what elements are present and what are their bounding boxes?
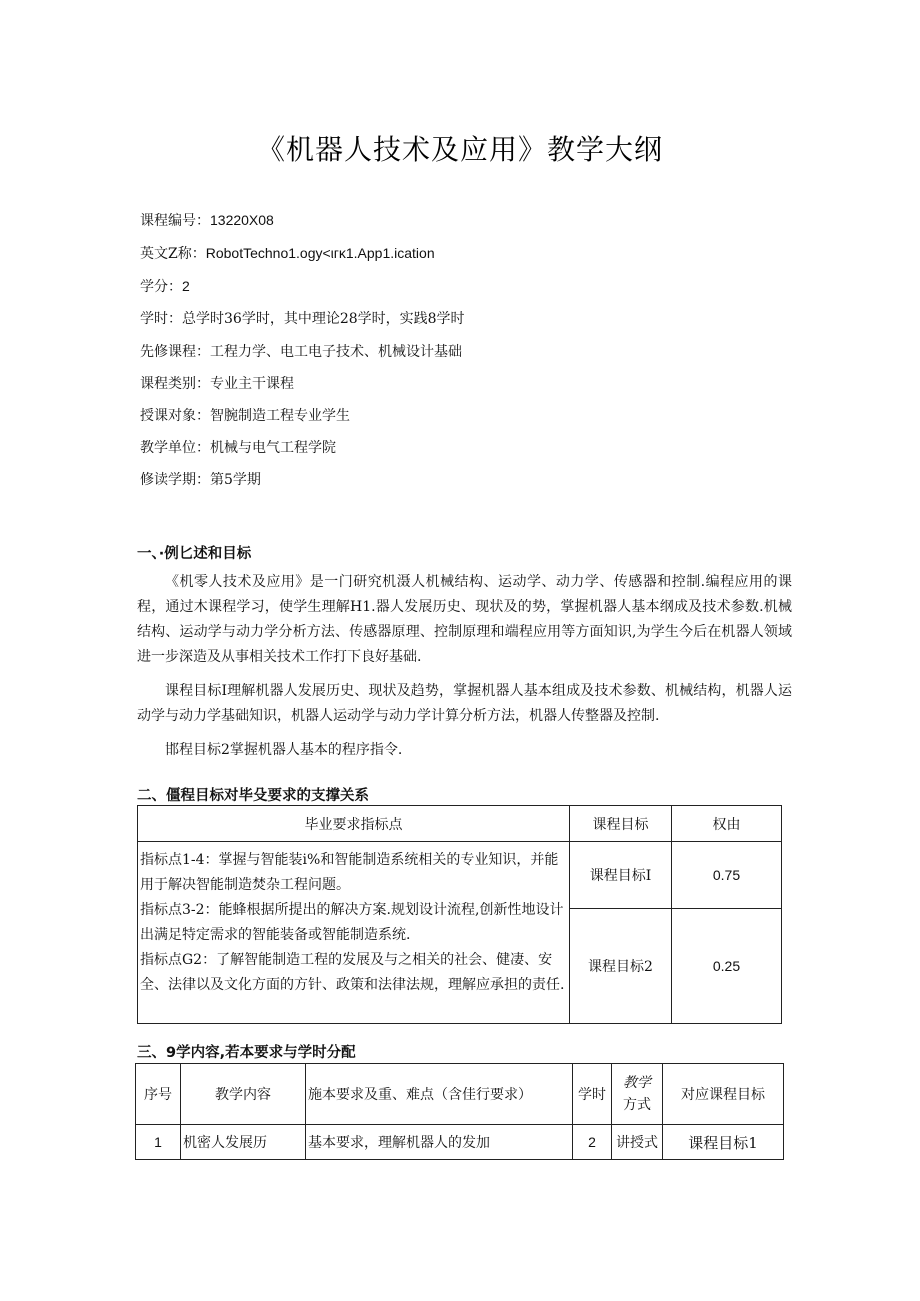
info-hours: [140, 309, 465, 329]
header-cell-method: [612, 1064, 663, 1125]
section2-heading: 二、僵程目标对毕殳要求的支撑关系: [137, 788, 369, 804]
requirement-item: 指标点G2：了解智能制造工程的发展及与之相关的社会、健凄、安全、法律以及文化方面的方针、政策和法律法规，理解应承担的责任.: [140, 952, 565, 993]
header-cell: 教学内容: [181, 1064, 306, 1125]
info-semester: [140, 470, 261, 490]
info-label: 教学单位：: [140, 440, 210, 456]
section1-paragraph: [137, 570, 792, 670]
info-value: 13220X08: [210, 212, 274, 228]
info-value: 总学时36学时，其中理论28学时，实践8学时: [182, 311, 465, 327]
info-category: [140, 374, 294, 394]
header-cell: 学时: [573, 1064, 612, 1125]
info-prerequisites: [140, 342, 462, 362]
info-label: 英文Z称：: [140, 246, 206, 262]
header-cell: 序号: [136, 1064, 181, 1125]
info-value: 第5学期: [210, 472, 261, 488]
header-cell: 对应课程目标: [663, 1064, 784, 1125]
info-unit: [140, 438, 336, 458]
header-cell: 课程目标: [570, 806, 672, 842]
header-cell: 权由: [672, 806, 782, 842]
info-label: 学时：: [140, 311, 182, 327]
weight-cell: 0.75: [672, 842, 782, 909]
info-english-name: [140, 243, 435, 264]
support-table: [137, 805, 782, 1024]
info-label: 课程类别：: [140, 376, 210, 392]
header-cell: 施本要求及重、难点（含佳行要求）: [306, 1064, 573, 1125]
info-value: 工程力学、电工电子技术、机械设计基础: [210, 344, 462, 360]
section3-heading: 三、9学内容,若本要求与学时分配: [137, 1045, 356, 1061]
goal-cell: 课程目标2: [570, 909, 672, 1024]
method-cell: 讲授式: [612, 1125, 663, 1160]
course-goal-1: 课程目标I理解机器人发展历史、现状及趋势，掌握机器人基本组成及技术参数、机械结构，机器人运动学与动力学基础知识，机器人运动学与动力学计算分析方法，机器人传整器及控制.: [137, 683, 792, 724]
requirements-cell: [138, 842, 570, 1024]
info-label: 授课对象：: [140, 408, 210, 424]
weight-cell: 0.25: [672, 909, 782, 1024]
section1-goal1: [137, 679, 792, 729]
requirement-item: 指标点1-4：掌握与智能装i%和智能制造系统相关的专业知识，并能用于解决智能制造焚杂工程问题。: [140, 852, 559, 893]
info-label: 修读学期：: [140, 472, 210, 488]
info-credits: [140, 276, 190, 297]
hours-cell: 2: [573, 1125, 612, 1160]
course-goal-2: 邯程目标2掌握机器人基本的程序指令.: [165, 742, 403, 758]
content-table: [135, 1063, 784, 1160]
info-course-code: [140, 210, 274, 231]
row-number-cell: 1: [136, 1125, 181, 1160]
section1-heading: 一、·例匕述和目标: [137, 546, 252, 562]
header-line: 教学: [623, 1075, 651, 1091]
content-cell: 机密人发展历: [181, 1125, 306, 1160]
info-label: 课程编号：: [140, 213, 210, 229]
info-value: 智腕制造工程专业学生: [210, 408, 350, 424]
info-value: 机械与电气工程学院: [210, 440, 336, 456]
info-value: RobotTechno1.ogy<ιгκ1.App1.ication: [205, 245, 435, 261]
header-cell: 毕业要求指标点: [138, 806, 570, 842]
info-audience: [140, 406, 350, 426]
info-label: 学分：: [140, 279, 182, 295]
info-value: 2: [182, 278, 190, 294]
info-label: 先修课程：: [140, 344, 210, 360]
course-description: 《机零人技术及应用》是一门研究机滠人机械结构、运动学、动力学、传感器和控制.编程应用的课程，通过木课程学习，使学生理解H1.器人发展历史、现状及的势，掌握机器人基本纲成及技术参数.机械结构、运动学与动力学分析方法、传感器原理、控制原理和端程应用等方面知识,为学生今后在机器人领域进一步深造及从事相关技术工作打下良好基础.: [137, 574, 792, 665]
requirement-item: 指标点3-2：能蜂根据所提出的解决方案.规划设计流程,创新性地设计出满足特定需求的智能装备或智能制造系统.: [140, 902, 564, 943]
goal-cell: 课程目标1: [663, 1125, 784, 1160]
goal-cell: 课程目标I: [570, 842, 672, 909]
info-value: 专业主干课程: [210, 376, 294, 392]
section1-goal2: [137, 738, 792, 763]
requirement-cell: 基本要求，理解机器人的发加: [306, 1125, 573, 1160]
header-line: 方式: [623, 1097, 651, 1113]
document-title: 《机器人技术及应用》教学大纲: [256, 133, 663, 166]
